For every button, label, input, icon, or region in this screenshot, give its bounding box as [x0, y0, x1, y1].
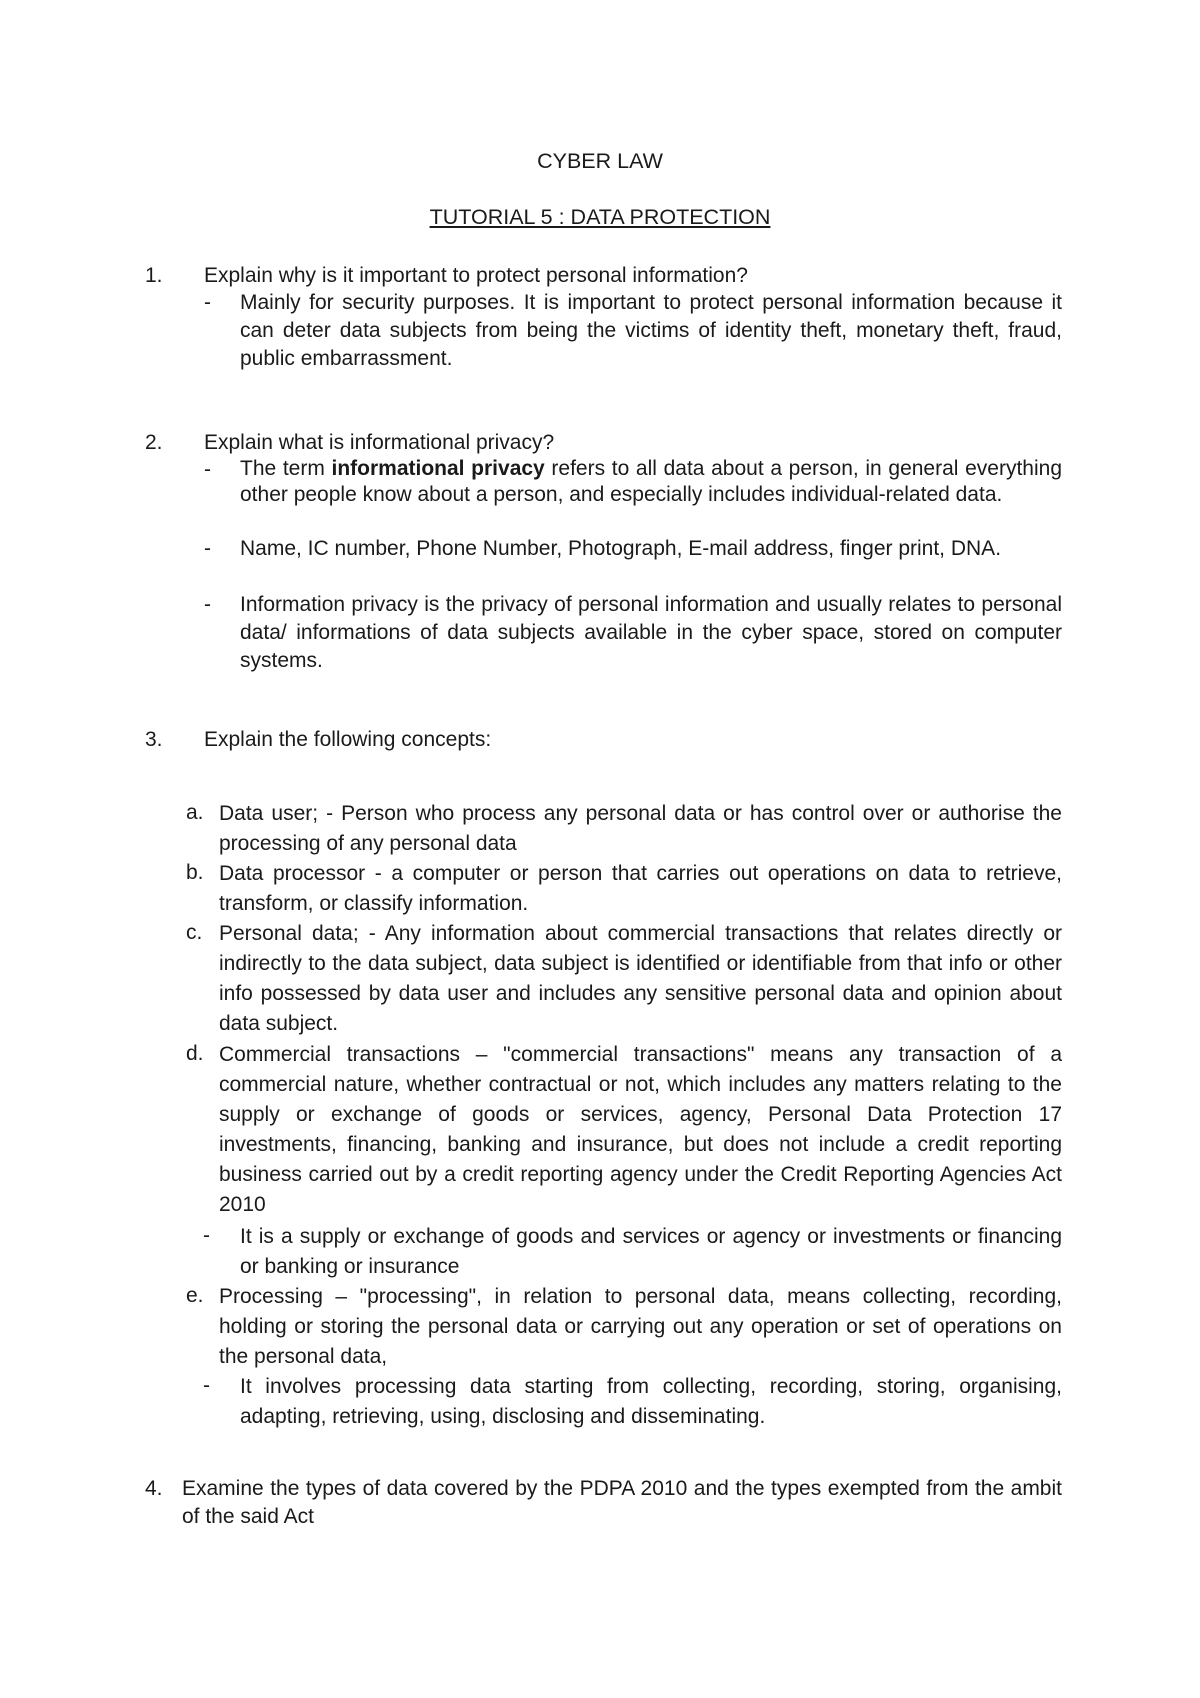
- question-text: Examine the types of data covered by the PDPA 2010 and the types exempted from the ambit of the said Act: [182, 1477, 1062, 1528]
- document-subtitle: TUTORIAL 5 : DATA PROTECTION: [429, 205, 771, 229]
- bullet-text-post: refers to all data about a person, in general everything other people know about a person, and especially includes individual-related data.: [240, 457, 1062, 506]
- concept-item-d-note: It is a supply or exchange of goods and services or agency or investments or financing or banking or insurance: [240, 1225, 1062, 1278]
- question-text: Explain the following concepts:: [204, 728, 492, 751]
- concept-item-e: Processing – "processing", in relation to personal data, means collecting, recording, holding or storing the personal data or carrying out any operation or set of operations on the personal data,: [219, 1285, 1062, 1368]
- bullet-marker: -: [204, 593, 211, 616]
- bullet-marker: -: [204, 537, 211, 560]
- answer-bullet: Name, IC number, Phone Number, Photograph, E-mail address, finger print, DNA.: [240, 537, 1002, 560]
- bullet-marker: -: [203, 1224, 210, 1247]
- concept-item-c: Personal data; - Any information about commercial transactions that relates directly or indirectly to the data subject, data subject is identified or identifiable from that info or other info possessed by data user and includes any sensitive personal data and opinion about data subject.: [219, 922, 1062, 1035]
- document-title: CYBER LAW: [537, 149, 663, 173]
- question-number: 2.: [145, 431, 163, 454]
- item-letter: d.: [186, 1042, 204, 1065]
- bullet-marker: -: [204, 291, 211, 314]
- item-letter: a.: [186, 801, 204, 824]
- question-number: 1.: [145, 264, 163, 287]
- concept-item-a: Data user; - Person who process any personal data or has control over or authorise the processing of any personal data: [219, 802, 1062, 855]
- question-text: Explain what is informational privacy?: [204, 431, 555, 454]
- item-letter: e.: [186, 1284, 204, 1307]
- concept-item-e-note: It involves processing data starting from collecting, recording, storing, organising, adapting, retrieving, using, disclosing and disseminating.: [240, 1375, 1062, 1428]
- concept-item-b: Data processor - a computer or person that carries out operations on data to retrieve, transform, or classify information.: [219, 862, 1062, 915]
- answer-bullet: Information privacy is the privacy of personal information and usually relates to personal data/ informations of data subjects available in the cyber space, stored on computer systems.: [240, 593, 1062, 672]
- question-text: Explain why is it important to protect personal information?: [204, 264, 748, 287]
- bullet-marker: -: [204, 458, 211, 481]
- bullet-marker: -: [203, 1374, 210, 1397]
- concept-item-d: Commercial transactions – "commercial transactions" means any transaction of a commercial nature, whether contractual or not, which includes any matters relating to the supply or exchange of goods or services, agency, Personal Data Protection 17 investments, financing, banking and insurance, but does not include a credit reporting business carried out by a credit reporting agency under the Credit Reporting Agencies Act 2010: [219, 1043, 1062, 1216]
- item-letter: c.: [186, 921, 203, 944]
- answer-bullet: [240, 456, 1062, 508]
- bullet-text-pre: The term: [240, 457, 332, 480]
- question-number: 4.: [145, 1477, 163, 1500]
- item-letter: b.: [186, 861, 204, 884]
- answer-bullet: Mainly for security purposes. It is important to protect personal information because it can deter data subjects from being the victims of identity theft, monetary theft, fraud, public embarrassment.: [240, 291, 1062, 370]
- bold-term: informational privacy: [331, 457, 545, 480]
- question-number: 3.: [145, 728, 163, 751]
